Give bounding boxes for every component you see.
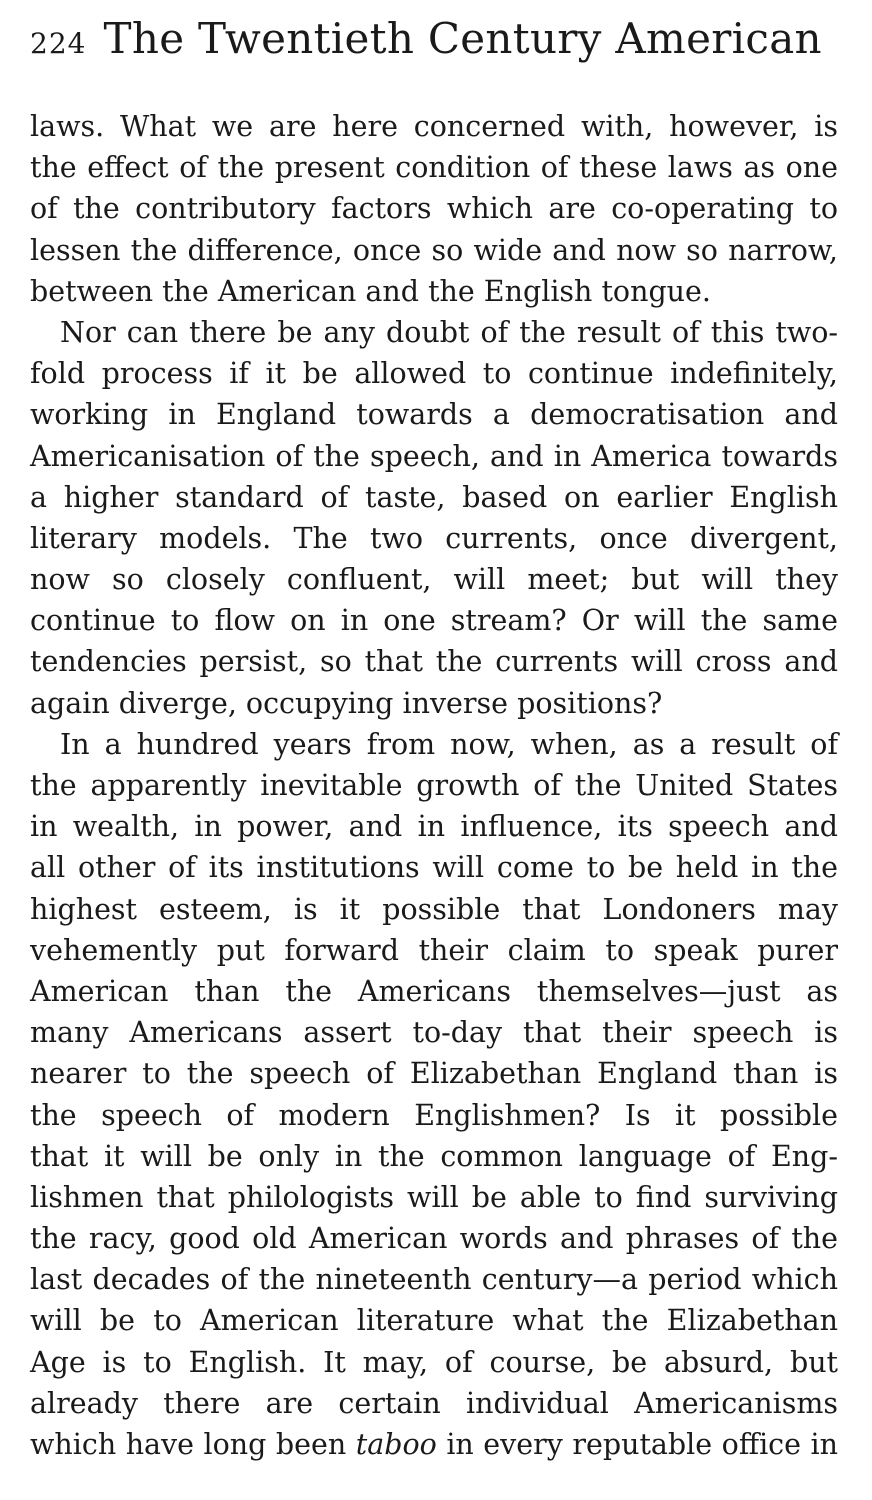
running-title: The Twentieth Century American xyxy=(103,14,822,63)
text-line: lessen the difference, once so wide and now so narrow, xyxy=(30,233,838,267)
text-line: laws. What we are here concerned with, however, is xyxy=(30,110,838,143)
text-line: tendencies persist, so that the currents will cross and xyxy=(30,645,838,679)
text-line: between the American and the English tongue. xyxy=(30,274,711,308)
text-line: in wealth, in power, and in influence, its speech and xyxy=(30,810,838,844)
text-line: the effect of the present condition of these laws as one xyxy=(30,151,838,185)
italic-word: taboo xyxy=(355,1428,437,1461)
text-line: fold process if it be allowed to continue indefinitely, xyxy=(30,357,838,391)
text-line: working in England towards a democratisation and xyxy=(30,398,838,432)
text-line: nearer to the speech of Elizabethan England than is xyxy=(30,1057,838,1091)
text-line: many Americans assert to-day that their speech is xyxy=(30,1016,838,1050)
text-line: that it will be only in the common language of Eng- xyxy=(30,1139,838,1173)
text-line-final xyxy=(30,1424,838,1465)
text-line: a higher standard of taste, based on earlier English xyxy=(30,480,838,514)
text-line: will be to American literature what the Elizabethan xyxy=(30,1304,838,1338)
text-line: of the contributory factors which are co-operating to xyxy=(30,192,838,226)
paragraph-first-line: In a hundred years from now, when, as a result of xyxy=(60,727,838,761)
text-line: last decades of the nineteenth century—a period which xyxy=(30,1263,838,1297)
text-line: highest esteem, is it possible that Londoners may xyxy=(30,892,838,926)
paragraph-first-line: Nor can there be any doubt of the result of this two- xyxy=(60,315,838,349)
text-line: the speech of modern Englishmen? Is it possible xyxy=(30,1098,838,1132)
text-line: Age is to English. It may, of course, be absurd, but xyxy=(30,1345,838,1379)
text-line: Americanisation of the speech, and in America towards xyxy=(30,439,838,473)
page-number: 224 xyxy=(30,27,87,60)
text-fragment: in every reputable office in xyxy=(436,1428,838,1461)
page-header xyxy=(30,14,830,74)
text-line: the racy, good old American words and phrases of the xyxy=(30,1222,838,1256)
text-line: again diverge, occupying inverse positions? xyxy=(30,686,663,720)
text-line: the apparently inevitable growth of the United States xyxy=(30,769,838,802)
text-line: already there are certain individual Americanisms xyxy=(30,1386,838,1420)
text-line: now so closely confluent, will meet; but will they xyxy=(30,563,838,597)
text-fragment: which have long been xyxy=(30,1428,356,1461)
text-line: lishmen that philologists will be able to find surviving xyxy=(30,1180,838,1214)
text-line: American than the Americans themselves—just as xyxy=(30,974,838,1008)
text-line: all other of its institutions will come to be held in the xyxy=(30,851,838,885)
text-line: vehemently put forward their claim to speak purer xyxy=(30,933,838,967)
body-text xyxy=(30,106,838,1465)
text-line: literary models. The two currents, once divergent, xyxy=(30,521,838,555)
text-line: continue to flow on in one stream? Or will the same xyxy=(30,604,838,638)
